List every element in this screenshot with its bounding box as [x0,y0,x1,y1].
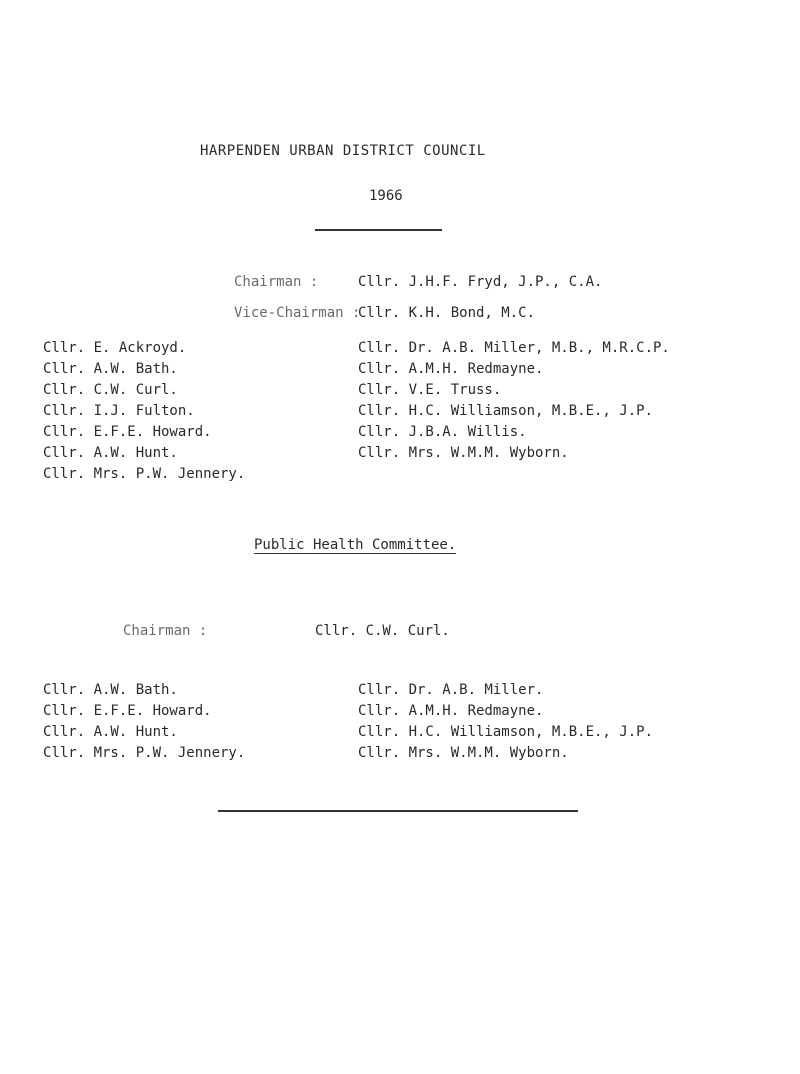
committee-member: Cllr. Mrs. P.W. Jennery. [43,745,246,761]
council-member: Cllr. Dr. A.B. Miller, M.B., M.R.C.P. [358,340,670,356]
committee-chairman-role: Chairman : [123,623,208,639]
committee-members-right [358,680,653,764]
vice-chairman-name: Cllr. K.H. Bond, M.C. [358,305,536,321]
council-member: Cllr. H.C. Williamson, M.B.E., J.P. [358,403,654,419]
committee-member: Cllr. A.W. Bath. [43,682,178,698]
council-member: Cllr. Mrs. W.M.M. Wyborn. [358,445,569,461]
committee-member: Cllr. Mrs. W.M.M. Wyborn. [358,745,569,761]
committee-members-left [43,680,245,764]
committee-heading: Public Health Committee. [254,537,457,553]
council-member: Cllr. E. Ackroyd. [43,340,187,356]
divider [218,810,578,812]
committee-member: Cllr. A.M.H. Redmayne. [358,703,544,719]
council-member: Cllr. I.J. Fulton. [43,403,195,419]
document-title: HARPENDEN URBAN DISTRICT COUNCIL [200,143,486,159]
chairman-name: Cllr. J.H.F. Fryd, J.P., C.A. [358,274,603,290]
council-member: Cllr. Mrs. P.W. Jennery. [43,466,246,482]
council-members-left [43,338,245,485]
council-member: Cllr. E.F.E. Howard. [43,424,212,440]
committee-member: Cllr. Dr. A.B. Miller. [358,682,544,698]
chairman-role: Chairman : [234,274,319,290]
vice-chairman-role: Vice-Chairman : [234,305,361,321]
document-year: 1966 [369,188,403,204]
council-members-right [358,338,670,464]
council-member: Cllr. J.B.A. Willis. [358,424,527,440]
council-member: Cllr. A.W. Hunt. [43,445,178,461]
committee-member: Cllr. E.F.E. Howard. [43,703,212,719]
committee-chairman-name: Cllr. C.W. Curl. [315,623,450,639]
divider [315,229,442,231]
council-member: Cllr. A.M.H. Redmayne. [358,361,544,377]
committee-member: Cllr. A.W. Hunt. [43,724,178,740]
council-member: Cllr. C.W. Curl. [43,382,178,398]
council-member: Cllr. A.W. Bath. [43,361,178,377]
committee-member: Cllr. H.C. Williamson, M.B.E., J.P. [358,724,654,740]
council-member: Cllr. V.E. Truss. [358,382,502,398]
